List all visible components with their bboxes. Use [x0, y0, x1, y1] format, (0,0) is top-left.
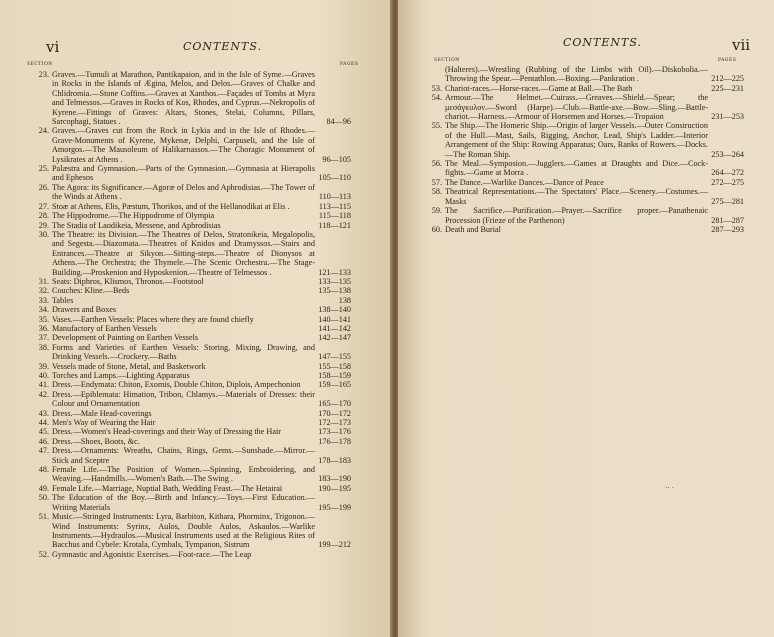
- page-header: CONTENTS.: [563, 36, 643, 49]
- entry-pages: 105—110: [318, 173, 351, 183]
- entry-pages: 96—105: [322, 154, 351, 164]
- entry-pages: 170—172: [318, 408, 351, 418]
- entry-text: Dress.—Ornaments: Wreaths, Chains, Rings, Gems.—Sunshade.—Mirror.—Stick and Sceptre: [52, 446, 315, 465]
- entry-text: Vases.—Earthen Vessels: Places where they are found chiefly: [52, 314, 254, 324]
- section-number: 24.: [38, 126, 49, 136]
- section-label: SECTION: [434, 58, 460, 63]
- contents-entry: [33, 305, 351, 314]
- entry-pages: 110—113: [318, 192, 351, 202]
- section-number: 58.: [431, 187, 442, 197]
- entry-text: Dress.—Endymata: Chiton, Exomis, Double Chiton, Diplois, Ampechonion: [52, 380, 301, 390]
- entry-pages: 113—115: [318, 201, 351, 211]
- entry-pages: 141—142: [318, 323, 351, 333]
- entry-text: The Education of the Boy.—Birth and Infancy.—Toys.—First Education.—Writing Materials: [52, 493, 315, 512]
- section-number: 59.: [431, 206, 442, 216]
- contents-list: [426, 65, 744, 234]
- contents-entry: [33, 286, 351, 295]
- entry-text: Forms and Varieties of Earthen Vessels: Storing, Mixing, Drawing, and Drinking Vessels.—Crockery.—Baths: [52, 342, 315, 362]
- entry-pages: 272—275: [711, 177, 744, 187]
- entry-text: Armour.—The Helmet.—Cuirass.—Greaves.—Shield.—Spear; the μεσάγκυλον.—Sword (Harpe).—Club.—Battle-axe.—Bow.—Sling.—Battle-chariot.—Harness.—Armour of Horsemen and Horses.—Tropaion: [445, 93, 708, 122]
- section-label: SECTION: [27, 62, 53, 67]
- continuation-entry: [426, 65, 744, 84]
- section-number: 31.: [38, 276, 49, 286]
- contents-entry: [426, 121, 744, 159]
- entry-text: Stoæ at Athens, Elis, Pæstum, Thorikos, and of the Hellanodikai at Elis .: [52, 201, 290, 211]
- section-number: 32.: [38, 286, 49, 296]
- entry-text: The Agora: its Significance.—Agoræ of Delos and Aphrodisias.—The Tower of the Winds at Athens .: [52, 182, 315, 202]
- entry-text: The Hippodrome.—The Hippodrome of Olympia: [52, 211, 215, 221]
- entry-text: (Halteres).—Wrestling (Rubbing of the Limbs with Oil).—Diskobolia.—Throwing the Spear.—Pentathlon.—Boxing.—Pankration .: [445, 65, 708, 84]
- entry-text: Seats: Diphros, Klismos, Thronos.—Footstool: [52, 276, 204, 286]
- section-number: 28.: [38, 211, 49, 221]
- entry-text: Manufactory of Earthen Vessels: [52, 323, 157, 333]
- contents-entry: [33, 221, 351, 230]
- contents-entry: [33, 164, 351, 183]
- contents-entry: [426, 206, 744, 225]
- section-number: 41.: [38, 380, 49, 390]
- entry-text: The Theatre: its Division.—The Theatres of Delos, Stratonikeia, Megalopolis, and Segesta.—Diazomata.—Theatres of Knidos and Dramyssos.—Stairs and Entrances.—Theatre at Sikyon.—Sitting-steps.—Theatre of Dionysos at Athens.—The Orchestra; the Thymele.—The Scenic Orchestra.—The Stage-Building.—Proskenion and Hyposkenion.—Theatre of Telmessos .: [52, 229, 315, 277]
- section-number: 33.: [38, 295, 49, 305]
- entry-pages: 176—178: [318, 436, 351, 446]
- entry-text: Dress.—Epiblemata: Himation, Tribon, Chlamys.—Materials of Dresses: their Colour and Ornamentation: [52, 389, 315, 409]
- entry-text: Female Life.—Marriage, Nuptial Bath, Wedding Feast.—The Hetairai: [52, 483, 283, 493]
- entry-text: Vessels made of Stone, Metal, and Basketwork: [52, 361, 206, 371]
- entry-text: Gymnastic and Agonistic Exercises.—Foot-race.—The Leap: [52, 549, 252, 559]
- section-number: 60.: [431, 224, 442, 234]
- contents-entry: [33, 324, 351, 333]
- section-number: 29.: [38, 220, 49, 230]
- pages-label: PAGES: [340, 62, 359, 67]
- entry-text: The Meal.—Symposion.—Jugglers.—Games at Draughts and Dice.—Cock-fights.—Game at Morra .: [445, 159, 708, 178]
- contents-entry: [33, 380, 351, 389]
- entry-text: Music.—Stringed Instruments: Lyra, Barbiton, Kithara, Phorminx, Trigonon.—Wind Instruments: Syrinx, Aulos, Double Aulos, Askaulos.—Warlike Instruments.—Hydraulos.—Musical Instruments used at the Religious Rites of Bacchus and Cybele: Krotala, Cymbals, Tympanon, Sistrum: [52, 512, 315, 550]
- entry-pages: 253—264: [711, 149, 744, 159]
- contents-entry: [33, 465, 351, 484]
- section-number: 44.: [38, 418, 49, 428]
- entry-text: Dress.—Shoes, Boots, &c.: [52, 436, 140, 446]
- entry-text: Female Life.—The Position of Women.—Spinning, Embroidering, and Weaving.—Handmills.—Women's Bath.—The Swing .: [52, 465, 315, 484]
- section-number: 52.: [38, 549, 49, 559]
- entry-pages: 264—272: [711, 168, 744, 178]
- entry-pages: 195—199: [318, 502, 351, 512]
- entry-pages: 118—121: [318, 220, 351, 230]
- entry-pages: 199—212: [318, 540, 351, 550]
- section-number: 35.: [38, 314, 49, 324]
- entry-pages: 225—231: [711, 83, 744, 93]
- contents-entry: [33, 230, 351, 277]
- entry-text: Drawers and Boxes: [52, 305, 117, 315]
- entry-text: Graves.—Tumuli at Marathon, Pantikapaion, and in the Isle of Syme.—Graves in Rocks in the Islands of Ægina, Melos, and Delos.—Graves of Chalke and Chlidromia.—Stone Coffins.—Graves at Xanthos.—Façades of Tombs at Myra and Telmessos.—Graves in Rocks of Kos, Rhodes, and Cyprus.—Nekropolis of Kyrene.—Fittings of Graves: Altars, Stones, Stelai, Columns, Pillars, Sarcophagi, Statues .: [52, 70, 315, 127]
- entry-pages: 183—190: [318, 474, 351, 484]
- entry-pages: 173—176: [318, 427, 351, 437]
- entry-pages: 138: [338, 295, 351, 305]
- contents-entry: [33, 70, 351, 126]
- section-number: 34.: [38, 305, 49, 315]
- section-number: 39.: [38, 361, 49, 371]
- entry-pages: 172—173: [318, 418, 351, 428]
- contents-entry: [33, 362, 351, 371]
- section-number: 36.: [38, 323, 49, 333]
- section-number: 56.: [431, 159, 442, 169]
- contents-entry: [33, 126, 351, 164]
- section-number: 37.: [38, 333, 49, 343]
- section-number: 25.: [38, 164, 49, 174]
- contents-list: [33, 70, 351, 559]
- paper-blemish: ·· ·: [665, 484, 674, 492]
- section-number: 55.: [431, 121, 442, 131]
- right-page: [398, 0, 774, 637]
- entry-pages: 84—96: [326, 117, 351, 127]
- entry-pages: 159—165: [318, 380, 351, 390]
- contents-entry: [33, 343, 351, 362]
- section-number: 46.: [38, 436, 49, 446]
- section-number: 40.: [38, 371, 49, 380]
- contents-entry: [33, 371, 351, 380]
- contents-entry: [33, 409, 351, 418]
- section-number: 57.: [431, 177, 442, 187]
- right-entries: [426, 84, 744, 235]
- contents-entry: [33, 427, 351, 436]
- entry-pages: 133—135: [318, 276, 351, 286]
- entry-pages: 115—118: [318, 211, 351, 221]
- contents-entry: [33, 493, 351, 512]
- section-number: 47.: [38, 446, 49, 456]
- section-number: 54.: [431, 93, 442, 103]
- entry-pages: 287—293: [711, 224, 744, 234]
- section-number: 30.: [38, 229, 49, 239]
- section-number: 53.: [431, 83, 442, 93]
- contents-entry: [33, 484, 351, 493]
- contents-entry: [33, 333, 351, 342]
- section-number: 45.: [38, 427, 49, 437]
- section-number: 27.: [38, 201, 49, 211]
- contents-entry: [33, 437, 351, 446]
- entry-text: The Dance.—Warlike Dances.—Dance of Peace: [445, 177, 604, 187]
- section-number: 43.: [38, 408, 49, 418]
- contents-entry: [426, 178, 744, 187]
- section-number: 51.: [38, 512, 49, 522]
- section-number: 50.: [38, 493, 49, 503]
- entry-text: The Sacrifice.—Purification.—Prayer.—Sacrifice proper.—Panathenaic Procession (Frieze of the Parthenon): [445, 206, 708, 225]
- contents-entry: [33, 512, 351, 550]
- entry-text: Torches and Lamps.—Lighting Apparatus: [52, 371, 190, 380]
- entry-text: Tables: [52, 295, 74, 305]
- entry-pages: 281—287: [711, 215, 744, 225]
- entry-pages: 138—140: [318, 305, 351, 315]
- section-number: 48.: [38, 465, 49, 475]
- contents-entry: [33, 296, 351, 305]
- entry-pages: 142—147: [318, 333, 351, 343]
- entry-text: Dress.—Male Head-coverings: [52, 408, 152, 418]
- entry-pages: 155—158: [318, 361, 351, 371]
- contents-entry: [33, 315, 351, 324]
- entry-pages: 135—138: [318, 286, 351, 296]
- pages-label: PAGES: [718, 58, 737, 63]
- contents-entry: [33, 418, 351, 427]
- contents-entry: [33, 277, 351, 286]
- entry-text: The Stadia of Laodikeia, Messene, and Aphrodisias: [52, 220, 221, 230]
- section-number: 49.: [38, 483, 49, 493]
- contents-entry: [33, 446, 351, 465]
- section-number: 23.: [38, 70, 49, 79]
- contents-entry: [426, 187, 744, 206]
- section-number: 26.: [38, 182, 49, 192]
- section-number: 42.: [38, 389, 49, 399]
- entry-pages: 231—253: [711, 112, 744, 122]
- entry-pages: 190—195: [318, 483, 351, 493]
- contents-entry: [33, 202, 351, 211]
- section-number: 38.: [38, 342, 49, 352]
- entry-pages: 178—183: [318, 455, 351, 465]
- entry-text: Graves.—Graves cut from the Rock in Lykia and in the Isle of Rhodes.—Grave-Monuments of Kyrene, Mykenæ, Delphi, Carpuseli, and the Isle of Amorgos.—The Mausoleum of Halikarnassos.—The Choragic Monument of Lysikrates at Athens .: [52, 126, 315, 164]
- entry-text: Men's Way of Wearing the Hair: [52, 418, 156, 428]
- contents-entry: [426, 225, 744, 234]
- entry-pages: 147—155: [318, 352, 351, 362]
- entry-pages: 165—170: [318, 399, 351, 409]
- page-header: CONTENTS.: [183, 40, 263, 53]
- contents-entry: [33, 183, 351, 202]
- entry-text: The Ship.—The Homeric Ship.—Origin of larger Vessels.—Outer Construction of the Hull.—Mast, Sails, Rigging, Anchor, Lead, Ship's Ladder.—Interior Arrangement of the Ship: Rowing Apparatus; Oars, Ranks of Rowers.—Docks.—The Roman Ship.: [445, 121, 708, 159]
- page-number: vii: [732, 36, 751, 54]
- contents-entry: [33, 211, 351, 220]
- contents-entry: [33, 390, 351, 409]
- entry-pages: 121—133: [318, 267, 351, 277]
- entry-text: Dress.—Women's Head-coverings and their Way of Dressing the Hair: [52, 427, 281, 437]
- entry-text: Couches: Kline.—Beds: [52, 286, 130, 296]
- contents-entry: [426, 84, 744, 93]
- entry-pages: 140—141: [318, 314, 351, 324]
- entry-pages: 275—281: [711, 196, 744, 206]
- entry-pages: 158—159: [318, 371, 351, 380]
- contents-entry: [426, 159, 744, 178]
- entry-text: Death and Burial: [445, 224, 501, 234]
- entry-text: Development of Painting on Earthen Vessels: [52, 333, 199, 343]
- page-number: vi: [46, 38, 60, 56]
- entry-text: Palæstra and Gymnasion.—Parts of the Gymnasion.—Gymnasia at Hierapolis and Ephesos: [52, 164, 315, 183]
- contents-entry: [33, 550, 351, 559]
- entry-text: Chariot-races.—Horse-races.—Game at Ball.—The Bath: [445, 83, 633, 93]
- entry-pages: 212—225: [711, 74, 744, 84]
- entry-text: Theatrical Representations.—The Spectators' Place.—Scenery.—Costumes.—Masks: [445, 187, 708, 206]
- contents-entry: [426, 93, 744, 121]
